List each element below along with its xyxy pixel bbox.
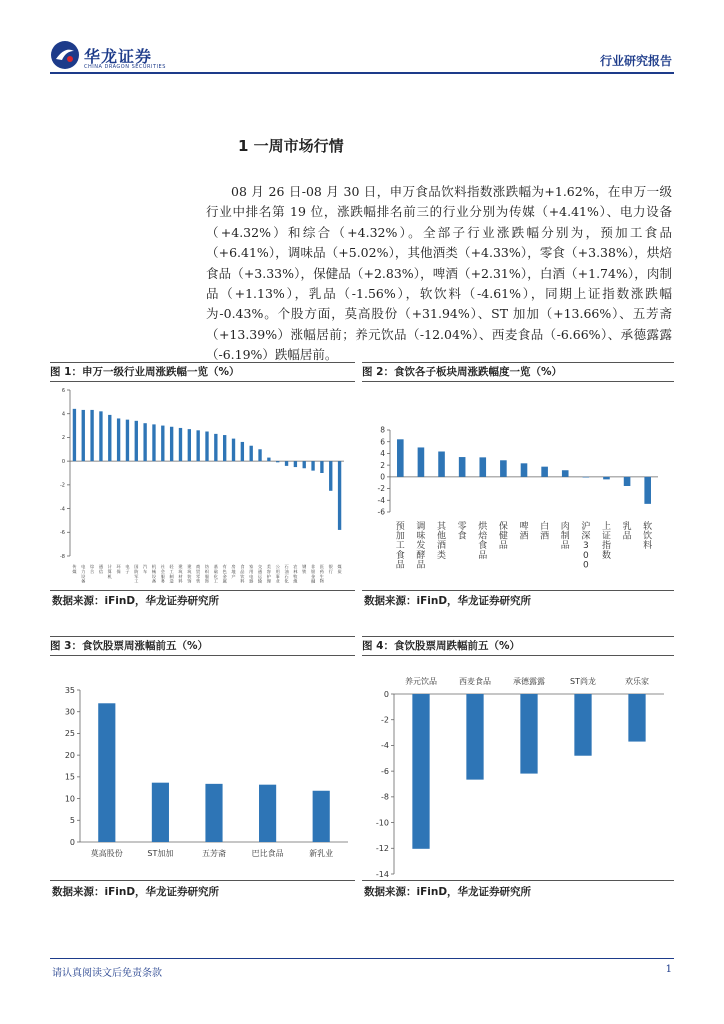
fig1-y-tick-label: -8	[60, 553, 65, 560]
fig1-source: 数据来源：iFinD，华龙证券研究所	[52, 595, 220, 607]
fig1-category-label: 国防军工	[134, 564, 139, 584]
fig1-bar	[73, 409, 76, 461]
fig2-chart	[364, 420, 672, 588]
fig3-y-tick-label: 5	[69, 816, 75, 826]
fig1-y-tick-label: 2	[61, 435, 65, 442]
fig3-category-label: 巴比食品	[251, 849, 284, 858]
fig1-category-label: 传媒	[72, 564, 77, 574]
fig4-y-tick-label: -2	[381, 715, 389, 725]
fig4-category-label: 承德露露	[513, 677, 545, 686]
fig1-category-label: 汽车	[143, 564, 148, 574]
fig1-bar	[267, 458, 270, 462]
fig3-source-rule	[50, 880, 355, 881]
fig3-bar	[259, 785, 276, 842]
fig1-category-label: 社会服务	[160, 564, 165, 584]
fig1-category-label: 农林牧渔	[293, 564, 298, 584]
fig1-bar	[108, 415, 111, 461]
fig1-bar	[90, 410, 93, 461]
fig1-category-label: 有色金属	[222, 564, 227, 584]
fig1-source-rule	[50, 590, 355, 591]
fig3-category-label: 莫高股份	[90, 849, 123, 858]
fig1-category-label: 公用事业	[275, 564, 280, 584]
fig2-y-tick-label: -4	[377, 495, 385, 505]
fig4-y-tick-label: -8	[381, 792, 389, 802]
fig1-category-label: 环保	[116, 564, 121, 574]
fig1-category-label: 煤炭	[337, 564, 342, 574]
fig3-y-tick-label: 15	[64, 772, 75, 782]
fig1-y-tick-label: 4	[61, 411, 65, 418]
fig1-bar	[152, 424, 155, 461]
fig1-y-tick-label: -4	[60, 506, 65, 513]
fig2-bar	[644, 477, 651, 504]
fig1-category-label: 石油石化	[284, 564, 289, 584]
fig1-y-tick-label: 0	[61, 458, 65, 465]
fig4-source-rule	[362, 880, 674, 881]
fig1-bar	[126, 420, 129, 462]
fig1-bar	[241, 442, 244, 461]
fig1-category-label: 通信	[98, 564, 104, 574]
fig4-chart	[364, 670, 672, 878]
fig2-y-tick-label: 8	[380, 425, 385, 435]
fig1-category-label: 机械设备	[151, 564, 157, 584]
fig2-y-tick-label: -2	[377, 484, 385, 494]
fig4-category-label: 西麦食品	[459, 677, 491, 686]
fig2-source: 数据来源：iFinD，华龙证券研究所	[364, 595, 532, 607]
header-divider	[50, 72, 674, 74]
fig3-chart	[52, 682, 352, 868]
fig4-y-tick-label: 0	[383, 689, 389, 699]
fig1-category-label: 建筑材料	[178, 564, 183, 584]
fig4-y-tick-label: -4	[381, 741, 389, 751]
fig3-category-label: 新乳业	[309, 849, 334, 858]
page-number: 1	[665, 964, 672, 975]
fig2-category-label: 保健品	[498, 522, 508, 552]
fig1-category-label: 美容护理	[266, 564, 271, 584]
fig1-bar	[329, 461, 332, 491]
fig2-category-label: 烘焙食品	[478, 522, 488, 561]
fig2-category-label: 预加工食品	[395, 522, 405, 571]
fig2-bar	[438, 451, 445, 476]
fig3-bar	[98, 703, 115, 842]
fig2-category-label: 其他酒类	[437, 522, 447, 561]
fig3-y-tick-label: 0	[69, 837, 75, 847]
fig1-bar	[232, 439, 235, 462]
fig2-bar	[624, 477, 631, 486]
fig1-bar	[276, 461, 279, 462]
fig3-bar	[313, 791, 330, 842]
fig1-category-label: 轻工制造	[169, 564, 174, 584]
fig1-y-tick-label: -6	[60, 530, 65, 537]
fig2-category-label: 白酒	[540, 522, 550, 542]
fig2-category-label: 肉制品	[560, 522, 570, 552]
fig2-bar	[583, 477, 590, 478]
fig1-category-label: 家用电器	[249, 564, 254, 584]
page-header	[0, 0, 724, 80]
fig1-bar	[338, 461, 341, 530]
fig1-bar	[99, 411, 102, 461]
fig1-bar	[161, 426, 164, 462]
fig1-category-label: 电子	[125, 564, 130, 574]
fig1-bar	[285, 461, 288, 466]
fig1-bar	[117, 418, 120, 461]
fig4-bar	[628, 694, 645, 742]
fig4-bar	[466, 694, 483, 780]
fig1-bar	[196, 430, 199, 461]
fig4-caption: 图 4：食饮股票周跌幅前五（%）	[362, 636, 674, 656]
fig2-category-label: 调味发酵品	[416, 522, 426, 571]
fig2-category-label: 沪深 3 0 0	[581, 522, 591, 571]
fig2-bar	[479, 457, 486, 477]
fig2-bar	[521, 463, 528, 477]
fig3-y-tick-label: 35	[64, 685, 75, 695]
fig2-bar	[541, 467, 548, 477]
fig3-y-tick-label: 10	[64, 794, 75, 804]
fig1-category-label: 医药生物	[319, 564, 325, 584]
footer-disclaimer-note: 请认真阅读文后免责条款	[52, 968, 162, 979]
fig3-y-tick-label: 30	[64, 707, 75, 717]
fig1-bar	[170, 427, 173, 461]
fig2-bar	[459, 457, 466, 477]
company-logo-icon	[50, 40, 80, 70]
fig1-category-label: 银行	[328, 564, 333, 574]
fig1-y-tick-label: 6	[61, 387, 65, 394]
fig1-category-label: 交通运输	[257, 564, 263, 584]
fig3-bar	[205, 784, 222, 842]
fig4-bar	[412, 694, 429, 849]
section-paragraph: 08 月 26 日-08 月 30 日，申万食品饮料指数涨跌幅为+1.62%，在申万一级行业中排名第 19 位，涨跌幅排名前三的行业分别为传媒（+4.41%）、电力设备（+4.32%）和综合（+4.32%）。全部子行业涨跌幅分别为，预加工食品（+6.41%），调味品（+5.02%），其他酒类（+4.33%），零食（+3.38%），烘焙食品（+3.33%），保健品（+2.83%），啤酒（+2.31%），白酒（+1.74%），肉制品（+1.13%），乳品（-1.56%），软饮料（-4.61%），同期上证指数涨跌幅为-0.43%。个股方面，莫高股份（+31.94%）、ST 加加（+13.66%）、五芳斋（+13.39%）涨幅居前；养元饮品（-12.04%）、西麦食品（-6.66%）、承德露露（-6.19%）跌幅居前。	[206, 184, 672, 363]
fig1-category-label: 电力设备	[81, 564, 86, 584]
fig3-category-label: ST加加	[147, 849, 174, 858]
fig2-category-label: 上证指数	[601, 522, 611, 561]
fig1-bar	[82, 410, 85, 461]
fig1-category-label: 钢铁	[302, 564, 307, 574]
fig1-category-label: 综合	[89, 564, 95, 574]
fig1-category-label: 建筑装饰	[187, 564, 192, 584]
fig1-bar	[223, 435, 226, 461]
fig4-category-label: 欢乐家	[625, 677, 649, 686]
section-title: 1 一周市场行情	[238, 137, 344, 155]
fig4-category-label: ST尚龙	[570, 677, 596, 686]
fig3-bar	[152, 783, 169, 842]
footer-divider	[50, 958, 674, 959]
fig1-category-label: 非银金融	[310, 564, 316, 584]
fig1-bar	[143, 423, 146, 461]
fig1-bar	[214, 434, 217, 461]
fig2-y-tick-label: -6	[377, 507, 385, 517]
fig1-bar	[320, 461, 323, 473]
fig2-bar	[418, 447, 425, 476]
fig2-caption: 图 2：食饮各子板块周涨跌幅度一览（%）	[362, 362, 674, 382]
fig3-y-tick-label: 20	[64, 750, 75, 760]
fig4-category-label: 养元饮品	[405, 677, 437, 686]
fig1-category-label: 房地产	[231, 564, 236, 579]
fig2-bar	[562, 470, 569, 477]
fig1-bar	[135, 421, 138, 461]
fig2-category-label: 零食	[457, 522, 467, 542]
fig2-y-tick-label: 4	[380, 449, 385, 459]
fig1-bar	[250, 446, 253, 461]
fig1-caption: 图 1：申万一级行业周涨跌幅一览（%）	[50, 362, 355, 382]
fig1-bar	[179, 428, 182, 461]
brand-name: 华龙证券	[84, 47, 153, 66]
fig1-bar	[188, 429, 191, 461]
fig4-y-tick-label: -12	[375, 844, 389, 854]
fig1-bar	[303, 461, 306, 468]
fig2-bar	[603, 477, 610, 480]
fig4-y-tick-label: -10	[375, 818, 389, 828]
report-type: 行业研究报告	[599, 54, 672, 68]
fig2-bar	[500, 460, 507, 477]
fig1-bar	[205, 432, 208, 462]
fig3-category-label: 五芳斋	[202, 849, 226, 858]
fig4-y-tick-label: -6	[381, 766, 389, 776]
brand-english: CHINA DRAGON SECURITIES	[84, 64, 166, 70]
fig3-source: 数据来源：iFinD，华龙证券研究所	[52, 886, 220, 898]
fig4-source: 数据来源：iFinD，华龙证券研究所	[364, 886, 532, 898]
fig1-category-label: 商贸零售	[196, 564, 201, 584]
fig2-y-tick-label: 2	[380, 460, 385, 470]
fig2-y-tick-label: 6	[380, 437, 385, 447]
fig2-category-label: 乳品	[622, 522, 632, 542]
fig2-category-label: 软饮料	[643, 522, 653, 552]
fig1-category-label: 食品饮料	[240, 564, 245, 584]
fig1-category-label: 基础化工	[213, 564, 218, 584]
fig1-category-label: 纺织服饰	[204, 564, 210, 584]
fig2-bar	[397, 439, 404, 477]
fig1-bar	[258, 449, 261, 461]
fig1-y-tick-label: -2	[60, 482, 65, 489]
fig3-y-tick-label: 25	[64, 729, 75, 739]
fig1-bar	[294, 461, 297, 467]
fig2-category-label: 啤酒	[519, 522, 529, 542]
fig3-caption: 图 3：食饮股票周涨幅前五（%）	[50, 636, 355, 656]
fig1-bar	[311, 461, 314, 470]
fig2-source-rule	[362, 590, 674, 591]
fig2-y-tick-label: 0	[380, 472, 385, 482]
fig4-bar	[520, 694, 537, 774]
fig1-category-label: 计算机	[107, 564, 112, 579]
fig4-y-tick-label: -14	[375, 869, 389, 878]
fig1-chart	[52, 384, 352, 584]
fig4-bar	[574, 694, 591, 756]
